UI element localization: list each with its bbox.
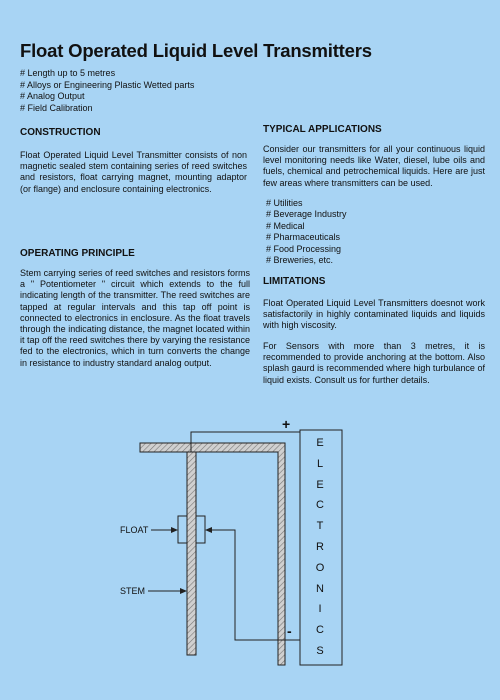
application-item: # Beverage Industry xyxy=(266,209,347,220)
plus-terminal-label: + xyxy=(282,416,291,432)
stem-rod xyxy=(187,452,196,655)
float-label: FLOAT xyxy=(120,525,149,535)
application-item: # Food Processing xyxy=(266,243,342,254)
feature-item: # Analog Output xyxy=(20,91,85,102)
electronics-letter: N xyxy=(316,582,324,595)
electronics-letter: E xyxy=(316,478,324,491)
feature-item: # Field Calibration xyxy=(20,102,93,113)
return-wire-arrowhead xyxy=(205,527,212,533)
limitations-text-1: Float Operated Liquid Level Transmitters doesnot work satisfactorily in highly contaminated liquids and liquids with high viscosity. xyxy=(263,298,485,331)
minus-terminal-label: - xyxy=(287,623,292,639)
page-title: Float Operated Liquid Level Transmitters xyxy=(20,40,372,61)
electronics-letter: C xyxy=(316,624,324,637)
float-left-half xyxy=(178,516,187,543)
construction-text: Float Operated Liquid Level Transmitter consists of non magnetic sealed stem containing series of reed switches and resistors, float carrying magnet, mounting adaptor (or flange) and enclosure containing electronics. xyxy=(20,150,247,194)
electronics-letter: S xyxy=(316,644,324,657)
electronics-letter: R xyxy=(316,540,324,553)
electronics-label xyxy=(299,430,341,665)
float-leader-arrowhead xyxy=(171,527,178,533)
float-right-half xyxy=(196,516,205,543)
mounting-bracket xyxy=(140,443,285,665)
electronics-letter: T xyxy=(316,520,324,533)
operating-principle-text: Stem carrying series of reed switches and resistors forms a " Potentiometer " circuit which extends to the full indicating length of the transmitter. The reed switches are tapped at regular intervals and this tap off point is connected to electronics in enclosure. As the float travels through the indicating distance, the magnet located within it tap off the reed switches there by varying the resistance fed to the electronics, which in turn converts the change in resistance to industry standard analog output. xyxy=(20,268,250,368)
application-item: # Utilities xyxy=(266,198,303,208)
electronics-letter: I xyxy=(318,603,322,616)
feature-item: # Alloys or Engineering Plastic Wetted parts xyxy=(20,79,195,90)
application-item: # Breweries, etc. xyxy=(266,255,334,266)
limitations-heading: LIMITATIONS xyxy=(263,276,326,287)
operating-principle-heading: OPERATING PRINCIPLE xyxy=(20,248,135,259)
typical-applications-heading: TYPICAL APPLICATIONS xyxy=(263,124,382,135)
construction-heading: CONSTRUCTION xyxy=(20,127,101,138)
stem-label: STEM xyxy=(120,586,146,596)
stem-leader-arrowhead xyxy=(180,588,187,594)
feature-item: # Length up to 5 metres xyxy=(20,68,116,78)
application-item: # Medical xyxy=(266,220,305,231)
electronics-letter: C xyxy=(316,499,324,512)
limitations-text-2: For Sensors with more than 3 metres, it is recommended to provide anchoring at the bottom. Also splash gaurd is recommended where high turbulance of liquid exists. Consult us for further details. xyxy=(263,341,485,385)
electronics-letter: O xyxy=(315,561,325,574)
application-item: # Pharmaceuticals xyxy=(266,232,341,243)
electronics-letter: L xyxy=(316,457,324,470)
electronics-letter: E xyxy=(316,437,324,449)
typical-applications-text: Consider our transmitters for all your continuous liquid level monitoring needs like Water, diesel, lube oils and fuels, chemical and petrochemical liquids. Here are just few areas where transmitters can be used. xyxy=(263,144,485,188)
